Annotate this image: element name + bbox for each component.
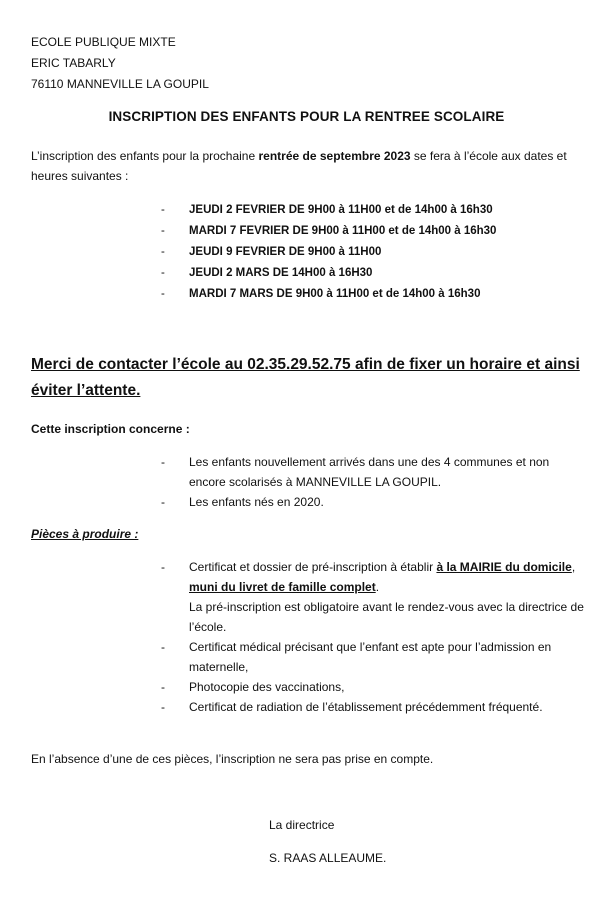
school-address: 76110 MANNEVILLE LA GOUPIL — [31, 77, 209, 91]
signoff-role: La directrice — [269, 818, 335, 832]
list-dash: - — [161, 455, 165, 469]
list-dash: - — [161, 288, 165, 300]
date-item — [161, 242, 496, 263]
list-item — [161, 637, 586, 677]
list-dash: - — [161, 225, 165, 237]
date-text: JEUDI 2 FEVRIER DE 9H00 à 11H00 et de 14h00 à 16h30 — [189, 204, 493, 216]
intro-text-start: L’inscription des enfants pour la prochaine — [31, 149, 259, 163]
list-item-text: Certificat médical précisant que l’enfant est apte pour l’admission en maternelle, — [189, 640, 552, 674]
date-item — [161, 200, 496, 221]
signoff-name: S. RAAS ALLEAUME. — [269, 851, 387, 865]
intro-text-end: se fera à l’école aux dates et heures suivantes : — [31, 149, 567, 183]
list-item-text: Les enfants nés en 2020. — [189, 495, 324, 509]
list-dash: - — [161, 700, 165, 714]
date-item — [161, 263, 496, 284]
list-item — [161, 452, 581, 492]
list-dash: - — [161, 267, 165, 279]
list-dash: - — [161, 560, 165, 574]
list-dash: - — [161, 204, 165, 216]
document-title: INSCRIPTION DES ENFANTS POUR LA RENTREE SCOLAIRE — [108, 109, 505, 124]
list-dash: - — [161, 495, 165, 509]
concern-heading: Cette inscription concerne : — [31, 422, 190, 436]
livret-highlight: muni du livret de famille complet — [189, 580, 376, 594]
date-text: MARDI 7 FEVRIER DE 9H00 à 11H00 et de 14h00 à 16h30 — [189, 225, 497, 237]
certificate-text: Certificat et dossier de pré-inscription à établir — [189, 560, 437, 574]
school-name: ERIC TABARLY — [31, 56, 116, 70]
list-dash: - — [161, 246, 165, 258]
separator-text: , — [571, 560, 576, 574]
list-item — [161, 557, 586, 637]
school-type: ECOLE PUBLIQUE MIXTE — [31, 35, 176, 49]
list-dash: - — [161, 680, 165, 694]
concern-list — [161, 452, 581, 512]
school-header — [31, 32, 209, 95]
preregistration-note: La pré-inscription est obligatoire avant le rendez-vous avec la directrice de l’école. — [189, 600, 584, 634]
date-item — [161, 221, 496, 242]
list-dash: - — [161, 640, 165, 654]
date-text: JEUDI 2 MARS DE 14H00 à 16H30 — [189, 267, 373, 279]
registration-dates-list — [161, 200, 496, 305]
footnote: En l’absence d’une de ces pièces, l’inscription ne sera pas prise en compte. — [31, 752, 434, 766]
date-text: MARDI 7 MARS DE 9H00 à 11H00 et de 14h00 à 16h30 — [189, 288, 481, 300]
intro-highlight: rentrée de septembre 2023 — [258, 149, 411, 163]
list-item-text: Certificat de radiation de l’établissement précédemment fréquenté. — [189, 700, 543, 714]
date-item — [161, 284, 496, 305]
list-item-text: Photocopie des vaccinations, — [189, 680, 345, 694]
list-item — [161, 677, 586, 697]
documents-heading: Pièces à produire : — [31, 527, 139, 541]
list-item — [161, 492, 581, 512]
date-text: JEUDI 9 FEVRIER DE 9H00 à 11H00 — [189, 246, 382, 258]
mairie-highlight: à la MAIRIE du domicile — [436, 560, 572, 574]
intro-paragraph — [31, 146, 586, 186]
documents-list — [161, 557, 586, 717]
list-item-text: Les enfants nouvellement arrivés dans une des 4 communes et non encore scolarisés à MANNEVILLE LA GOUPIL. — [189, 455, 550, 489]
list-item — [161, 697, 586, 717]
period-text: . — [375, 580, 380, 594]
contact-notice: Merci de contacter l’école au 02.35.29.52.75 afin de fixer un horaire et ainsi éviter l’attente. — [31, 356, 580, 399]
